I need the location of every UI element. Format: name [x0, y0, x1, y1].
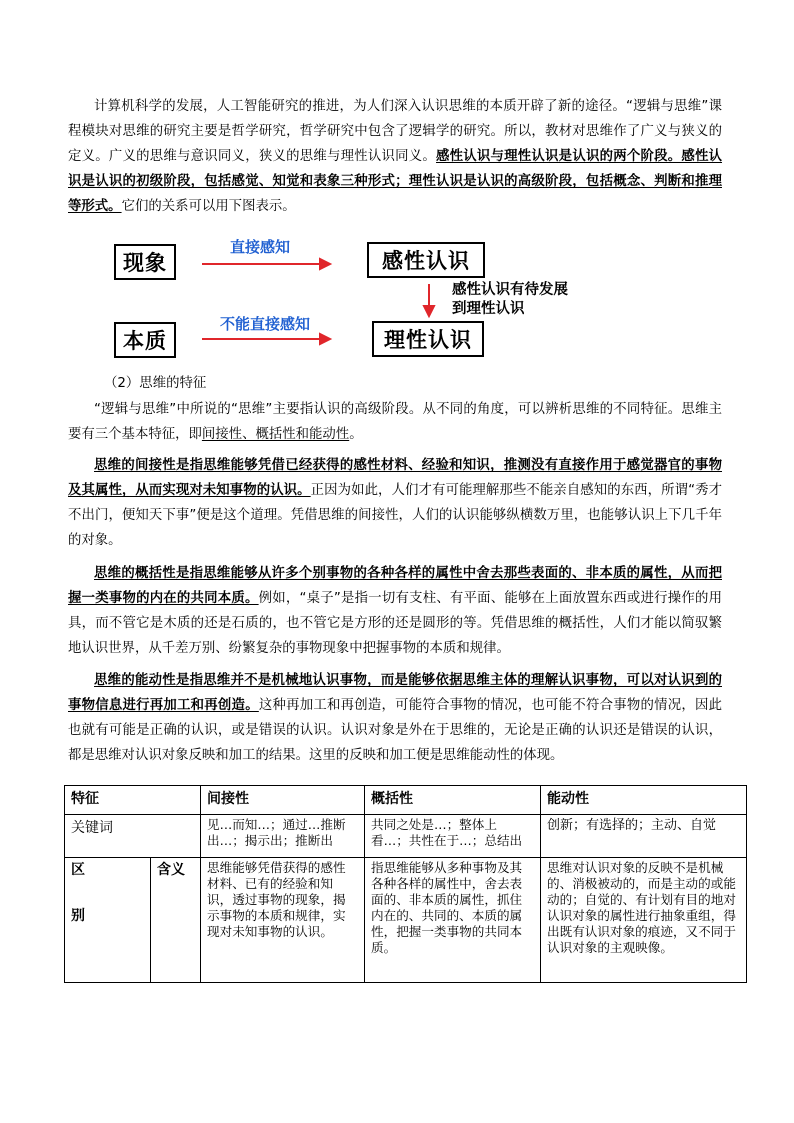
box-essence: 本质: [114, 322, 176, 358]
develop-label-line1: 感性认识有待发展: [452, 282, 568, 298]
arrow-develop-head: [424, 306, 434, 316]
table-header-cell: 概括性: [365, 786, 541, 815]
indirectness-text: 正因为如此，人们才有可能理解那些不能亲自感知的东西，所谓“秀才不出门，便知天下事”便是这个道理。凭借思维的间接性，人们的认识能够纵横数万里，也能够认识上下几千年的对象。: [68, 483, 723, 548]
features-table: [64, 785, 747, 983]
keyword-label: 关键词: [65, 815, 201, 858]
indirectness-emphasis: 思维的间接性是指思维能够凭借已经获得的感性材料、经验和知识，推测没有直接作用于感觉器官的事物及其属性，从而实现对未知事物的认识。: [68, 458, 722, 498]
activity-emphasis: 思维的能动性是指思维并不是机械地认识事物，而是能够依据思维主体的理解认识事物，可以对认识到的事物信息进行再加工和再创造。: [68, 673, 722, 713]
table-row-keywords: [65, 815, 747, 858]
indirectness-paragraph: [68, 453, 722, 553]
table-header-cell: 能动性: [541, 786, 747, 815]
arrow-direct-head: [320, 259, 330, 269]
develop-label: [452, 281, 568, 319]
difference-label-1: 区: [71, 862, 85, 878]
box-phenomenon: 现象: [114, 244, 176, 280]
arrow-indirect-head: [320, 334, 330, 344]
generality-paragraph: [68, 561, 722, 661]
table-cell: 思维对认识对象的反映不是机械的、消极被动的，而是主动的或能动的；自觉的、有计划有目的地对认识对象的属性进行抽象重组，得出既有认识对象的痕迹，又不同于认识对象的主观映像。: [541, 858, 747, 983]
section-heading: （2）思维的特征: [104, 376, 207, 391]
intro-emphasis: 感性认识与理性认识是认识的两个阶段。感性认识是认识的初级阶段，包括感觉、知觉和表象三种形式；理性认识是认识的高级阶段，包括概念、判断和推理等形式。: [68, 149, 723, 214]
features-end: 。: [349, 427, 363, 442]
meaning-label: 含义: [151, 858, 201, 983]
develop-label-line2: 到理性认识: [452, 301, 525, 317]
table-cell: 见…而知…；通过…推断出…；揭示出；推断出: [201, 815, 365, 858]
table-cell: 思维能够凭借获得的感性材料、已有的经验和知识，透过事物的现象，揭示事物的本质和规律，实现对未知事物的认识。: [201, 858, 365, 983]
box-rational-cognition: 理性认识: [372, 321, 484, 357]
table-header-cell: 特征: [65, 786, 201, 815]
arrow-label-direct: 直接感知: [230, 238, 291, 256]
difference-label: [65, 858, 151, 983]
activity-text: 这种再加工和再创造，可能符合事物的情况，也可能不符合事物的情况，因此也就有可能是正确的认识，或是错误的认识。认识对象是外在于思维的，无论是正确的认识还是错误的认识，都是思维对认识对象反映和加工的结果。这里的反映和加工便是思维能动性的体现。: [68, 698, 723, 763]
difference-label-2: 别: [71, 908, 85, 924]
box-perceptual-cognition: 感性认识: [367, 242, 485, 278]
intro-text: 计算机科学的发展，人工智能研究的推进，为人们深入认识思维的本质开辟了新的途径。“逻辑与思维”课程模块对思维的研究主要是哲学研究，哲学研究中包含了逻辑学的研究。所以，教材对思维作了广义与狭义的定义。广义的思维与意识同义，狭义的思维与理性认识同义。: [68, 99, 722, 164]
table-cell: 共同之处是…；整体上看…；共性在于…；总结出: [365, 815, 541, 858]
generality-emphasis: 思维的概括性是指思维能够从许多个别事物的各种各样的属性中舍去那些表面的、非本质的属性，从而把握一类事物的内在的共同本质。: [68, 566, 722, 606]
arrow-label-indirect: 不能直接感知: [220, 315, 311, 333]
table-header-cell: 间接性: [201, 786, 365, 815]
generality-text: 例如，“桌子”是指一切有支柱、有平面、能够在上面放置东西或进行操作的用具，而不管它是木质的还是石质的，也不管它是方形的还是圆形的等。凭借思维的概括性，人们才能以简驭繁地认识世界，从千差万别、纷繁复杂的事物现象中把握事物的本质和规律。: [68, 591, 722, 656]
table-header-row: [65, 786, 747, 815]
diagram-arrows: [0, 0, 794, 400]
features-text: “逻辑与思维”中所说的“思维”主要指认识的高级阶段。从不同的角度，可以辨析思维的不同特征。思维主要有三个基本特征，即: [68, 402, 722, 442]
features-underlined: 间接性、概括性和能动性: [201, 427, 350, 442]
table-cell: 指思维能够从多种事物及其各种各样的属性中，舍去表面的、非本质的属性，抓住内在的、共同的、本质的属性，把握一类事物的共同本质。: [365, 858, 541, 983]
intro-text-end: 它们的关系可以用下图表示。: [121, 199, 296, 214]
activity-paragraph: [68, 668, 722, 768]
table-cell: 创新；有选择的；主动、自觉: [541, 815, 747, 858]
table-row-meaning: [65, 858, 747, 983]
features-paragraph: [68, 397, 722, 447]
